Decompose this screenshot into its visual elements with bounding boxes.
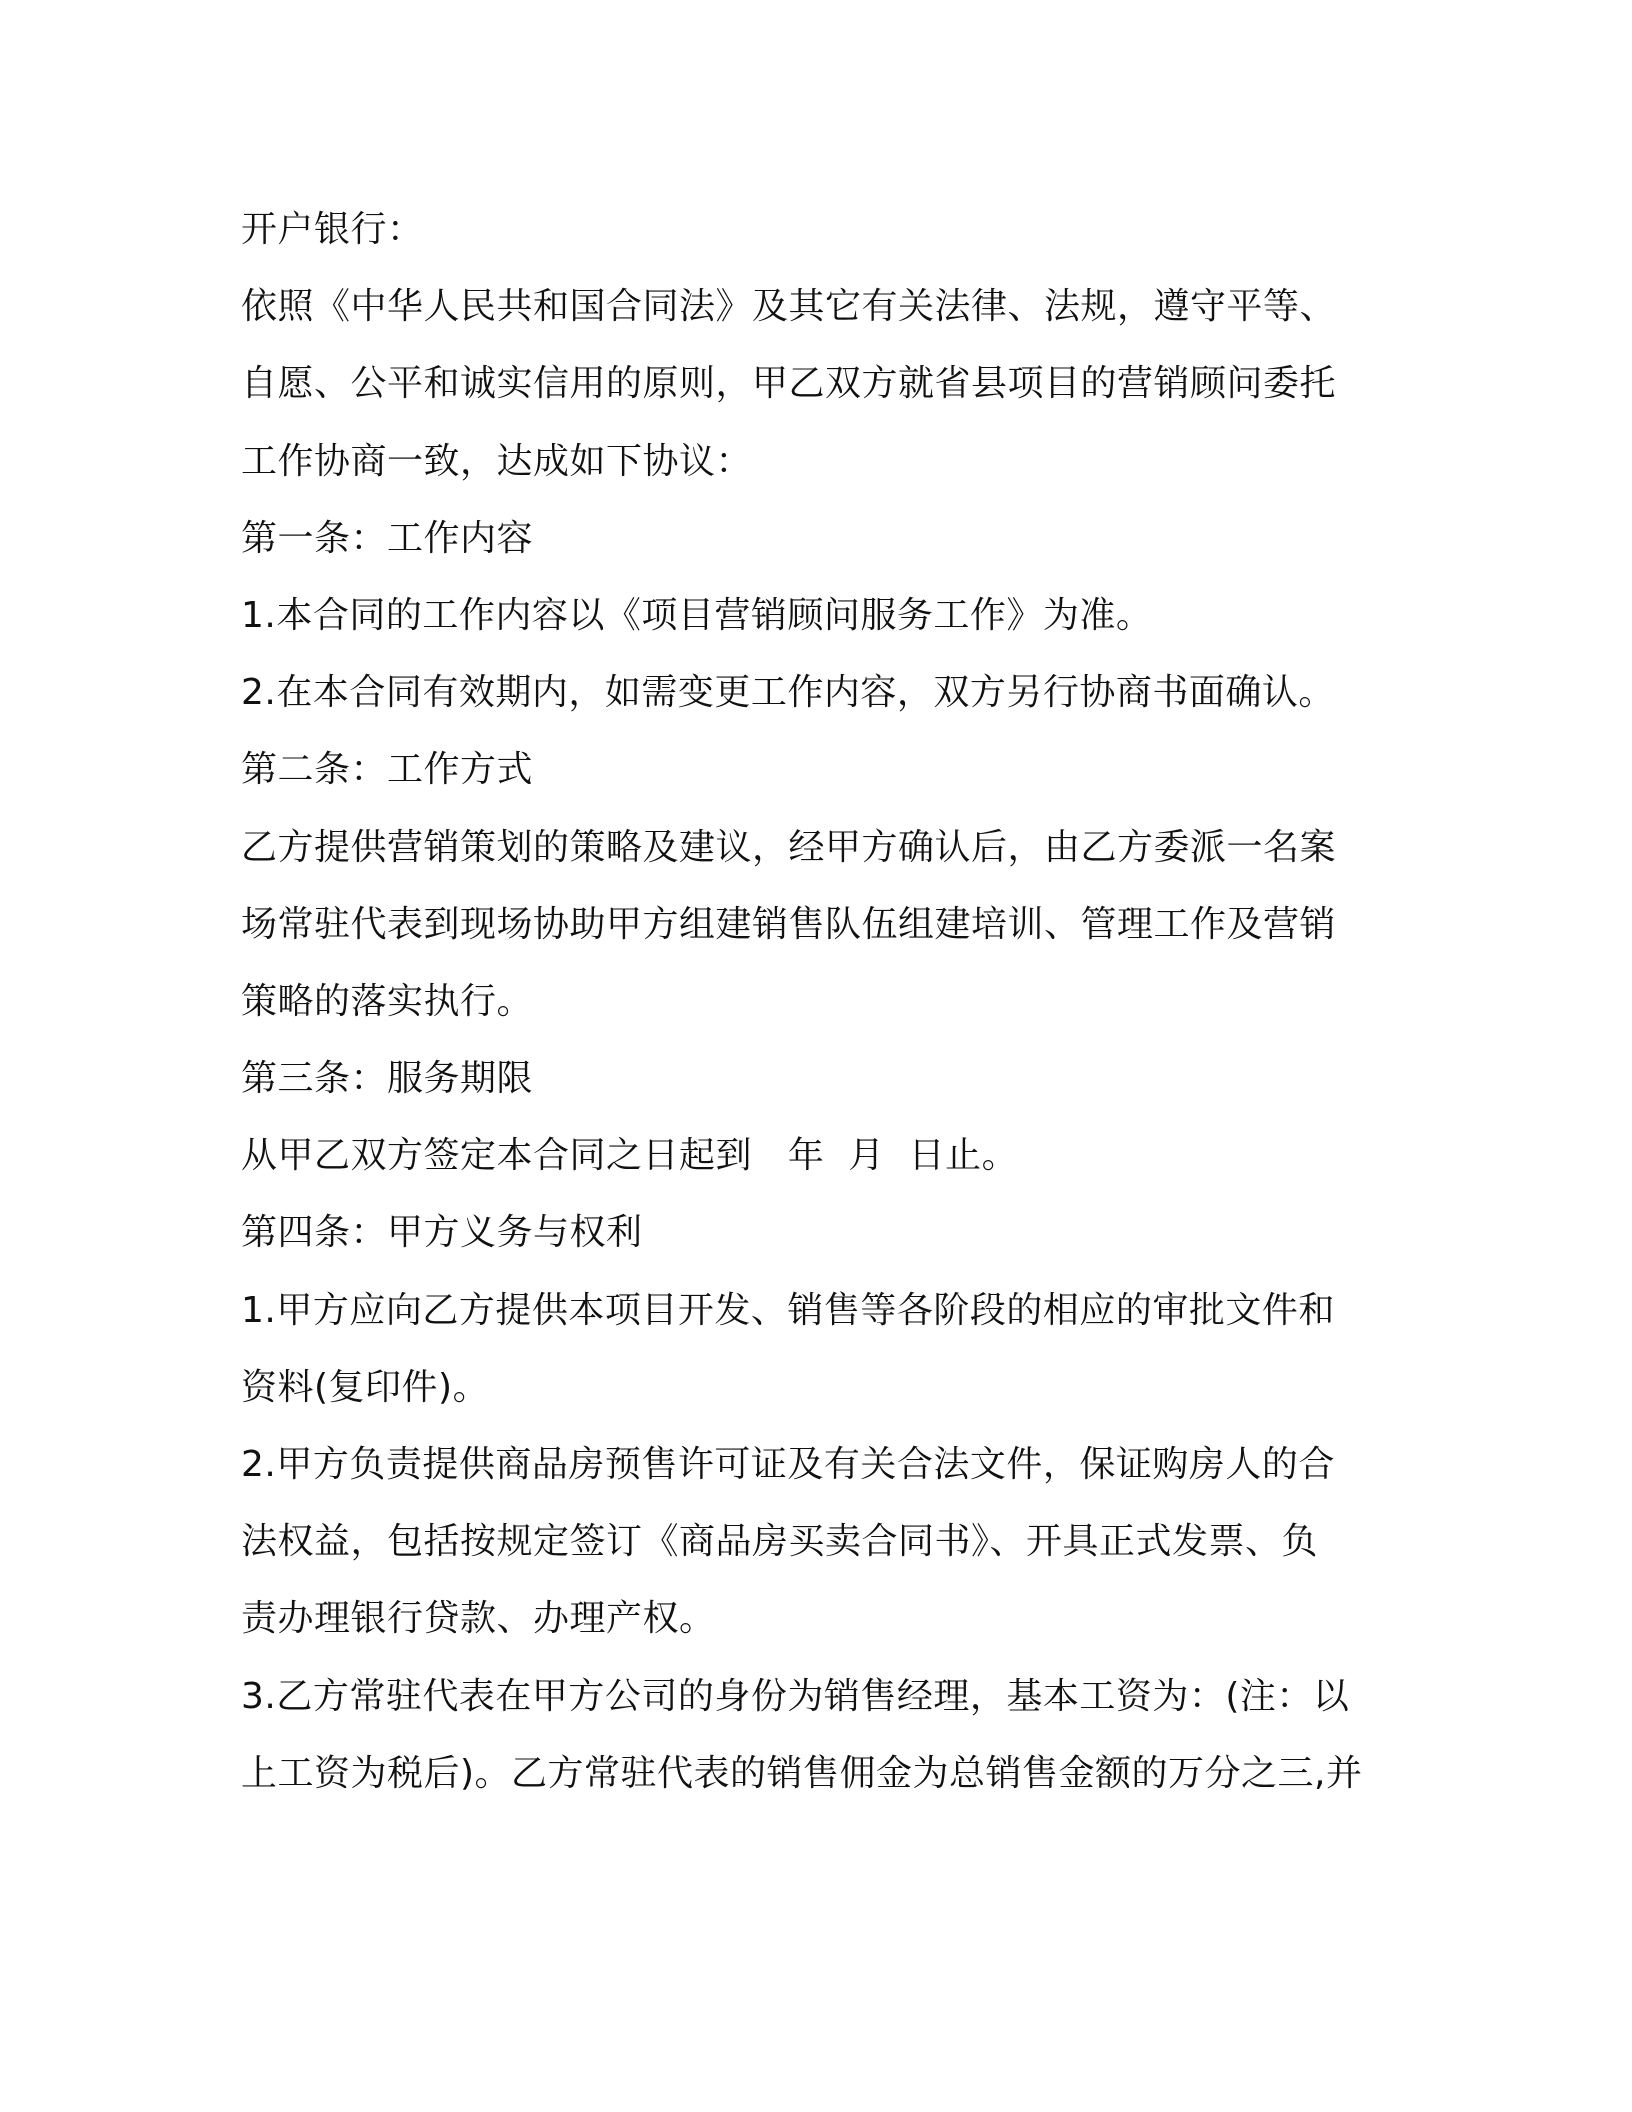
article-2-text-3: 策略的落实执行。	[241, 980, 534, 1022]
article-4-heading: 第四条：甲方义务与权利	[241, 1212, 643, 1254]
contract-body	[241, 191, 1401, 1812]
article-4-item-2-line-3: 责办理银行贷款、办理产权。	[241, 1598, 716, 1640]
article-1-item-1: 1.本合同的工作内容以《项目营销顾问服务工作》为准。	[241, 594, 1153, 636]
article-4-item-1-line-2: 资料(复印件)。	[241, 1366, 490, 1408]
text-line-preamble-2: 自愿、公平和诚实信用的原则，甲乙双方就省县项目的营销顾问委托	[241, 363, 1337, 405]
text-line-preamble-3: 工作协商一致，达成如下协议：	[241, 440, 753, 482]
article-3-heading: 第三条：服务期限	[241, 1058, 534, 1100]
article-2-text-2: 场常驻代表到现场协助甲方组建销售队伍组建培训、管理工作及营销	[241, 903, 1337, 945]
article-2-text-1: 乙方提供营销策划的策略及建议，经甲方确认后，由乙方委派一名案	[241, 826, 1337, 868]
article-4-item-2-line-2: 法权益，包括按规定签订《商品房买卖合同书》、开具正式发票、负	[241, 1521, 1319, 1563]
article-3-text: 从甲乙双方签定本合同之日起到 年 月 日止。	[241, 1135, 1019, 1177]
article-4-item-1-line-1: 1.甲方应向乙方提供本项目开发、销售等各阶段的相应的审批文件和	[241, 1289, 1335, 1331]
article-1-heading: 第一条：工作内容	[241, 517, 534, 559]
article-2-heading: 第二条：工作方式	[241, 749, 534, 791]
text-line-preamble-1: 依照《中华人民共和国合同法》及其它有关法律、法规，遵守平等、	[241, 286, 1337, 328]
article-4-item-2-line-1: 2.甲方负责提供商品房预售许可证及有关合法文件，保证购房人的合	[241, 1444, 1335, 1485]
article-4-item-3-line-2: 上工资为税后)。乙方常驻代表的销售佣金为总销售金额的万分之三,并	[241, 1752, 1363, 1794]
text-line-bank: 开户银行：	[241, 209, 424, 250]
article-1-item-2: 2.在本合同有效期内，如需变更工作内容，双方另行协商书面确认。	[241, 672, 1335, 714]
article-4-item-3-line-1: 3.乙方常驻代表在甲方公司的身份为销售经理，基本工资为：(注：以	[241, 1675, 1350, 1717]
